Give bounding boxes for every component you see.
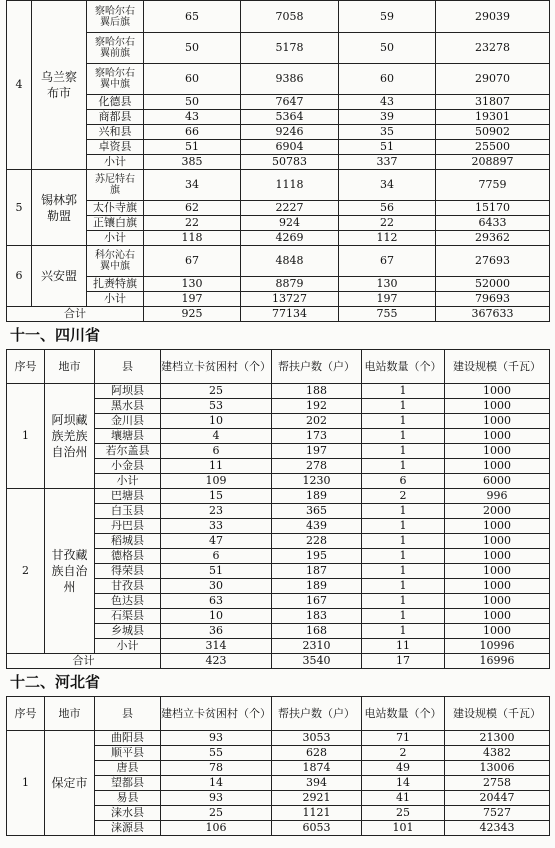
- total-households: 3540: [272, 654, 362, 669]
- capacity-cell: 29070: [436, 64, 550, 95]
- households-cell: 3053: [272, 731, 362, 746]
- capacity-cell: 1000: [445, 579, 550, 594]
- households-cell: 4848: [241, 246, 339, 277]
- households-cell: 167: [272, 594, 362, 609]
- region-cell: 阿坝藏族羌族自治州: [45, 384, 95, 489]
- county-cell: 易县: [95, 791, 161, 806]
- capacity-cell: 20447: [445, 791, 550, 806]
- county-cell: 黑水县: [95, 399, 161, 414]
- households-cell: 1874: [272, 761, 362, 776]
- villages-cell: 25: [161, 806, 272, 821]
- stations-cell: 1: [362, 564, 445, 579]
- seq-cell: 5: [7, 170, 32, 246]
- county-cell: 兴和县: [87, 125, 144, 140]
- county-cell: 察哈尔右翼后旗: [87, 1, 144, 33]
- seq-cell: 2: [7, 489, 45, 654]
- header-row: [7, 697, 550, 731]
- header-city: 地市: [45, 350, 95, 384]
- stations-cell: 50: [339, 33, 436, 64]
- total-label: 合计: [7, 654, 161, 669]
- county-cell: 望都县: [95, 776, 161, 791]
- villages-cell: 53: [161, 399, 272, 414]
- table-row: [7, 95, 550, 110]
- villages-cell: 60: [144, 64, 241, 95]
- header-capacity: 建设规模（千瓦）: [445, 350, 550, 384]
- table-row: [7, 489, 550, 504]
- county-cell: 扎赉特旗: [87, 277, 144, 292]
- capacity-cell: 4382: [445, 746, 550, 761]
- households-cell: 7647: [241, 95, 339, 110]
- table-row: [7, 384, 550, 399]
- stations-cell: 1: [362, 624, 445, 639]
- county-cell: 稻城县: [95, 534, 161, 549]
- county-cell: 小计: [87, 231, 144, 246]
- total-label: 合计: [7, 307, 144, 322]
- stations-cell: 1: [362, 399, 445, 414]
- county-cell: 德格县: [95, 549, 161, 564]
- capacity-cell: 1000: [445, 399, 550, 414]
- county-cell: 得荣县: [95, 564, 161, 579]
- seq-cell: 4: [7, 1, 32, 170]
- capacity-cell: 19301: [436, 110, 550, 125]
- households-cell: 6053: [272, 821, 362, 836]
- table-row: [7, 64, 550, 95]
- villages-cell: 10: [161, 414, 272, 429]
- capacity-cell: 2000: [445, 504, 550, 519]
- stations-cell: 1: [362, 459, 445, 474]
- capacity-cell: 1000: [445, 534, 550, 549]
- region-cell: 乌兰察布市: [32, 1, 87, 170]
- villages-cell: 78: [161, 761, 272, 776]
- stations-cell: 1: [362, 414, 445, 429]
- villages-cell: 197: [144, 292, 241, 307]
- households-cell: 187: [272, 564, 362, 579]
- capacity-cell: 27693: [436, 246, 550, 277]
- stations-cell: 41: [362, 791, 445, 806]
- stations-cell: 71: [362, 731, 445, 746]
- county-cell: 丹巴县: [95, 519, 161, 534]
- capacity-cell: 2758: [445, 776, 550, 791]
- capacity-cell: 208897: [436, 155, 550, 170]
- table-row: [7, 246, 550, 277]
- stations-cell: 1: [362, 609, 445, 624]
- stations-cell: 35: [339, 125, 436, 140]
- villages-cell: 314: [161, 639, 272, 654]
- capacity-cell: 6000: [445, 474, 550, 489]
- county-cell: 化德县: [87, 95, 144, 110]
- households-cell: 188: [272, 384, 362, 399]
- stations-cell: 2: [362, 746, 445, 761]
- stations-cell: 67: [339, 246, 436, 277]
- header-city: 地市: [45, 697, 95, 731]
- villages-cell: 62: [144, 201, 241, 216]
- villages-cell: 109: [161, 474, 272, 489]
- sichuan-table: [6, 349, 550, 669]
- villages-cell: 6: [161, 444, 272, 459]
- region-cell: 兴安盟: [32, 246, 87, 307]
- county-cell: 顺平县: [95, 746, 161, 761]
- stations-cell: 101: [362, 821, 445, 836]
- capacity-cell: 50902: [436, 125, 550, 140]
- villages-cell: 47: [161, 534, 272, 549]
- header-villages: 建档立卡贫困村（个）: [161, 697, 272, 731]
- villages-cell: 93: [161, 791, 272, 806]
- county-cell: 小计: [95, 474, 161, 489]
- county-cell: 壤塘县: [95, 429, 161, 444]
- households-cell: 365: [272, 504, 362, 519]
- villages-cell: 22: [144, 216, 241, 231]
- county-cell: 小金县: [95, 459, 161, 474]
- capacity-cell: 7527: [445, 806, 550, 821]
- capacity-cell: 21300: [445, 731, 550, 746]
- villages-cell: 33: [161, 519, 272, 534]
- villages-cell: 30: [161, 579, 272, 594]
- stations-cell: 197: [339, 292, 436, 307]
- stations-cell: 1: [362, 594, 445, 609]
- stations-cell: 112: [339, 231, 436, 246]
- header-row: [7, 350, 550, 384]
- hebei-table: [6, 696, 550, 836]
- households-cell: 1118: [241, 170, 339, 201]
- capacity-cell: 1000: [445, 519, 550, 534]
- region-cell: 保定市: [45, 731, 95, 836]
- households-cell: 189: [272, 489, 362, 504]
- header-households: 帮扶户数（户）: [272, 697, 362, 731]
- villages-cell: 50: [144, 33, 241, 64]
- households-cell: 278: [272, 459, 362, 474]
- section-title-hebei: 十二、河北省: [10, 673, 101, 691]
- header-households: 帮扶户数（户）: [272, 350, 362, 384]
- capacity-cell: 1000: [445, 444, 550, 459]
- stations-cell: 6: [362, 474, 445, 489]
- county-cell: 乡城县: [95, 624, 161, 639]
- villages-cell: 50: [144, 95, 241, 110]
- county-cell: 科尔沁右翼中旗: [87, 246, 144, 277]
- capacity-cell: 1000: [445, 624, 550, 639]
- county-cell: 太仆寺旗: [87, 201, 144, 216]
- villages-cell: 11: [161, 459, 272, 474]
- table-row: [7, 33, 550, 64]
- stations-cell: 1: [362, 429, 445, 444]
- capacity-cell: 6433: [436, 216, 550, 231]
- households-cell: 228: [272, 534, 362, 549]
- capacity-cell: 1000: [445, 549, 550, 564]
- total-stations: 755: [339, 307, 436, 322]
- capacity-cell: 7759: [436, 170, 550, 201]
- villages-cell: 10: [161, 609, 272, 624]
- capacity-cell: 1000: [445, 459, 550, 474]
- table-row: [7, 231, 550, 246]
- stations-cell: 25: [362, 806, 445, 821]
- capacity-cell: 42343: [445, 821, 550, 836]
- households-cell: 2310: [272, 639, 362, 654]
- total-capacity: 367633: [436, 307, 550, 322]
- households-cell: 924: [241, 216, 339, 231]
- county-cell: 金川县: [95, 414, 161, 429]
- total-row: [7, 307, 550, 322]
- villages-cell: 385: [144, 155, 241, 170]
- villages-cell: 4: [161, 429, 272, 444]
- county-cell: 正镶白旗: [87, 216, 144, 231]
- seq-cell: 6: [7, 246, 32, 307]
- households-cell: 5178: [241, 33, 339, 64]
- households-cell: 439: [272, 519, 362, 534]
- county-cell: 卓资县: [87, 140, 144, 155]
- total-capacity: 16996: [445, 654, 550, 669]
- stations-cell: 39: [339, 110, 436, 125]
- stations-cell: 1: [362, 444, 445, 459]
- households-cell: 13727: [241, 292, 339, 307]
- table-row: [7, 155, 550, 170]
- stations-cell: 14: [362, 776, 445, 791]
- villages-cell: 93: [161, 731, 272, 746]
- county-cell: 甘孜县: [95, 579, 161, 594]
- stations-cell: 49: [362, 761, 445, 776]
- stations-cell: 1: [362, 504, 445, 519]
- county-cell: 小计: [87, 155, 144, 170]
- capacity-cell: 1000: [445, 429, 550, 444]
- inner-mongolia-table: [6, 0, 550, 322]
- villages-cell: 43: [144, 110, 241, 125]
- households-cell: 6904: [241, 140, 339, 155]
- section-title-sichuan: 十一、四川省: [10, 326, 101, 344]
- seq-cell: 1: [7, 731, 45, 836]
- total-row: [7, 654, 550, 669]
- header-county: 县: [95, 697, 161, 731]
- villages-cell: 67: [144, 246, 241, 277]
- households-cell: 9246: [241, 125, 339, 140]
- households-cell: 4269: [241, 231, 339, 246]
- villages-cell: 130: [144, 277, 241, 292]
- villages-cell: 36: [161, 624, 272, 639]
- capacity-cell: 25500: [436, 140, 550, 155]
- households-cell: 183: [272, 609, 362, 624]
- villages-cell: 14: [161, 776, 272, 791]
- stations-cell: 59: [339, 1, 436, 33]
- county-cell: 曲阳县: [95, 731, 161, 746]
- capacity-cell: 13006: [445, 761, 550, 776]
- capacity-cell: 1000: [445, 384, 550, 399]
- table-row: [7, 170, 550, 201]
- table-row: [7, 110, 550, 125]
- households-cell: 202: [272, 414, 362, 429]
- households-cell: 1121: [272, 806, 362, 821]
- capacity-cell: 996: [445, 489, 550, 504]
- households-cell: 197: [272, 444, 362, 459]
- header-seq: 序号: [7, 350, 45, 384]
- households-cell: 173: [272, 429, 362, 444]
- county-cell: 察哈尔右翼前旗: [87, 33, 144, 64]
- capacity-cell: 1000: [445, 564, 550, 579]
- households-cell: 8879: [241, 277, 339, 292]
- capacity-cell: 23278: [436, 33, 550, 64]
- capacity-cell: 1000: [445, 594, 550, 609]
- county-cell: 苏尼特右旗: [87, 170, 144, 201]
- villages-cell: 34: [144, 170, 241, 201]
- county-cell: 阿坝县: [95, 384, 161, 399]
- capacity-cell: 1000: [445, 414, 550, 429]
- county-cell: 涞水县: [95, 806, 161, 821]
- households-cell: 1230: [272, 474, 362, 489]
- stations-cell: 1: [362, 579, 445, 594]
- capacity-cell: 15170: [436, 201, 550, 216]
- total-households: 77134: [241, 307, 339, 322]
- county-cell: 若尔盖县: [95, 444, 161, 459]
- households-cell: 189: [272, 579, 362, 594]
- total-villages: 423: [161, 654, 272, 669]
- villages-cell: 6: [161, 549, 272, 564]
- villages-cell: 106: [161, 821, 272, 836]
- villages-cell: 66: [144, 125, 241, 140]
- county-cell: 唐县: [95, 761, 161, 776]
- county-cell: 色达县: [95, 594, 161, 609]
- households-cell: 168: [272, 624, 362, 639]
- stations-cell: 1: [362, 534, 445, 549]
- region-cell: 甘孜藏族自治州: [45, 489, 95, 654]
- header-stations: 电站数量（个）: [362, 697, 445, 731]
- stations-cell: 34: [339, 170, 436, 201]
- capacity-cell: 52000: [436, 277, 550, 292]
- county-cell: 白玉县: [95, 504, 161, 519]
- households-cell: 628: [272, 746, 362, 761]
- table-row: [7, 125, 550, 140]
- stations-cell: 2: [362, 489, 445, 504]
- villages-cell: 118: [144, 231, 241, 246]
- households-cell: 2921: [272, 791, 362, 806]
- households-cell: 9386: [241, 64, 339, 95]
- total-stations: 17: [362, 654, 445, 669]
- stations-cell: 43: [339, 95, 436, 110]
- households-cell: 195: [272, 549, 362, 564]
- table-row: [7, 140, 550, 155]
- villages-cell: 25: [161, 384, 272, 399]
- villages-cell: 65: [144, 1, 241, 33]
- households-cell: 394: [272, 776, 362, 791]
- county-cell: 察哈尔右翼中旗: [87, 64, 144, 95]
- households-cell: 2227: [241, 201, 339, 216]
- households-cell: 7058: [241, 1, 339, 33]
- table-row: [7, 292, 550, 307]
- villages-cell: 23: [161, 504, 272, 519]
- region-cell: 锡林郭勒盟: [32, 170, 87, 246]
- county-cell: 小计: [87, 292, 144, 307]
- capacity-cell: 1000: [445, 609, 550, 624]
- county-cell: 涞源县: [95, 821, 161, 836]
- households-cell: 50783: [241, 155, 339, 170]
- header-seq: 序号: [7, 697, 45, 731]
- stations-cell: 1: [362, 519, 445, 534]
- villages-cell: 15: [161, 489, 272, 504]
- households-cell: 192: [272, 399, 362, 414]
- stations-cell: 11: [362, 639, 445, 654]
- total-villages: 925: [144, 307, 241, 322]
- capacity-cell: 29039: [436, 1, 550, 33]
- county-cell: 石渠县: [95, 609, 161, 624]
- table-row: [7, 216, 550, 231]
- county-cell: 小计: [95, 639, 161, 654]
- county-cell: 巴塘县: [95, 489, 161, 504]
- header-stations: 电站数量（个）: [362, 350, 445, 384]
- table-row: [7, 1, 550, 33]
- header-county: 县: [95, 350, 161, 384]
- stations-cell: 1: [362, 549, 445, 564]
- stations-cell: 1: [362, 384, 445, 399]
- capacity-cell: 10996: [445, 639, 550, 654]
- stations-cell: 130: [339, 277, 436, 292]
- table-row: [7, 277, 550, 292]
- capacity-cell: 31807: [436, 95, 550, 110]
- header-capacity: 建设规模（千瓦）: [445, 697, 550, 731]
- table-row: [7, 731, 550, 746]
- stations-cell: 337: [339, 155, 436, 170]
- capacity-cell: 29362: [436, 231, 550, 246]
- households-cell: 5364: [241, 110, 339, 125]
- header-villages: 建档立卡贫困村（个）: [161, 350, 272, 384]
- capacity-cell: 79693: [436, 292, 550, 307]
- table-row: [7, 201, 550, 216]
- stations-cell: 60: [339, 64, 436, 95]
- stations-cell: 22: [339, 216, 436, 231]
- villages-cell: 63: [161, 594, 272, 609]
- stations-cell: 56: [339, 201, 436, 216]
- villages-cell: 55: [161, 746, 272, 761]
- seq-cell: 1: [7, 384, 45, 489]
- county-cell: 商都县: [87, 110, 144, 125]
- villages-cell: 51: [144, 140, 241, 155]
- villages-cell: 51: [161, 564, 272, 579]
- stations-cell: 51: [339, 140, 436, 155]
